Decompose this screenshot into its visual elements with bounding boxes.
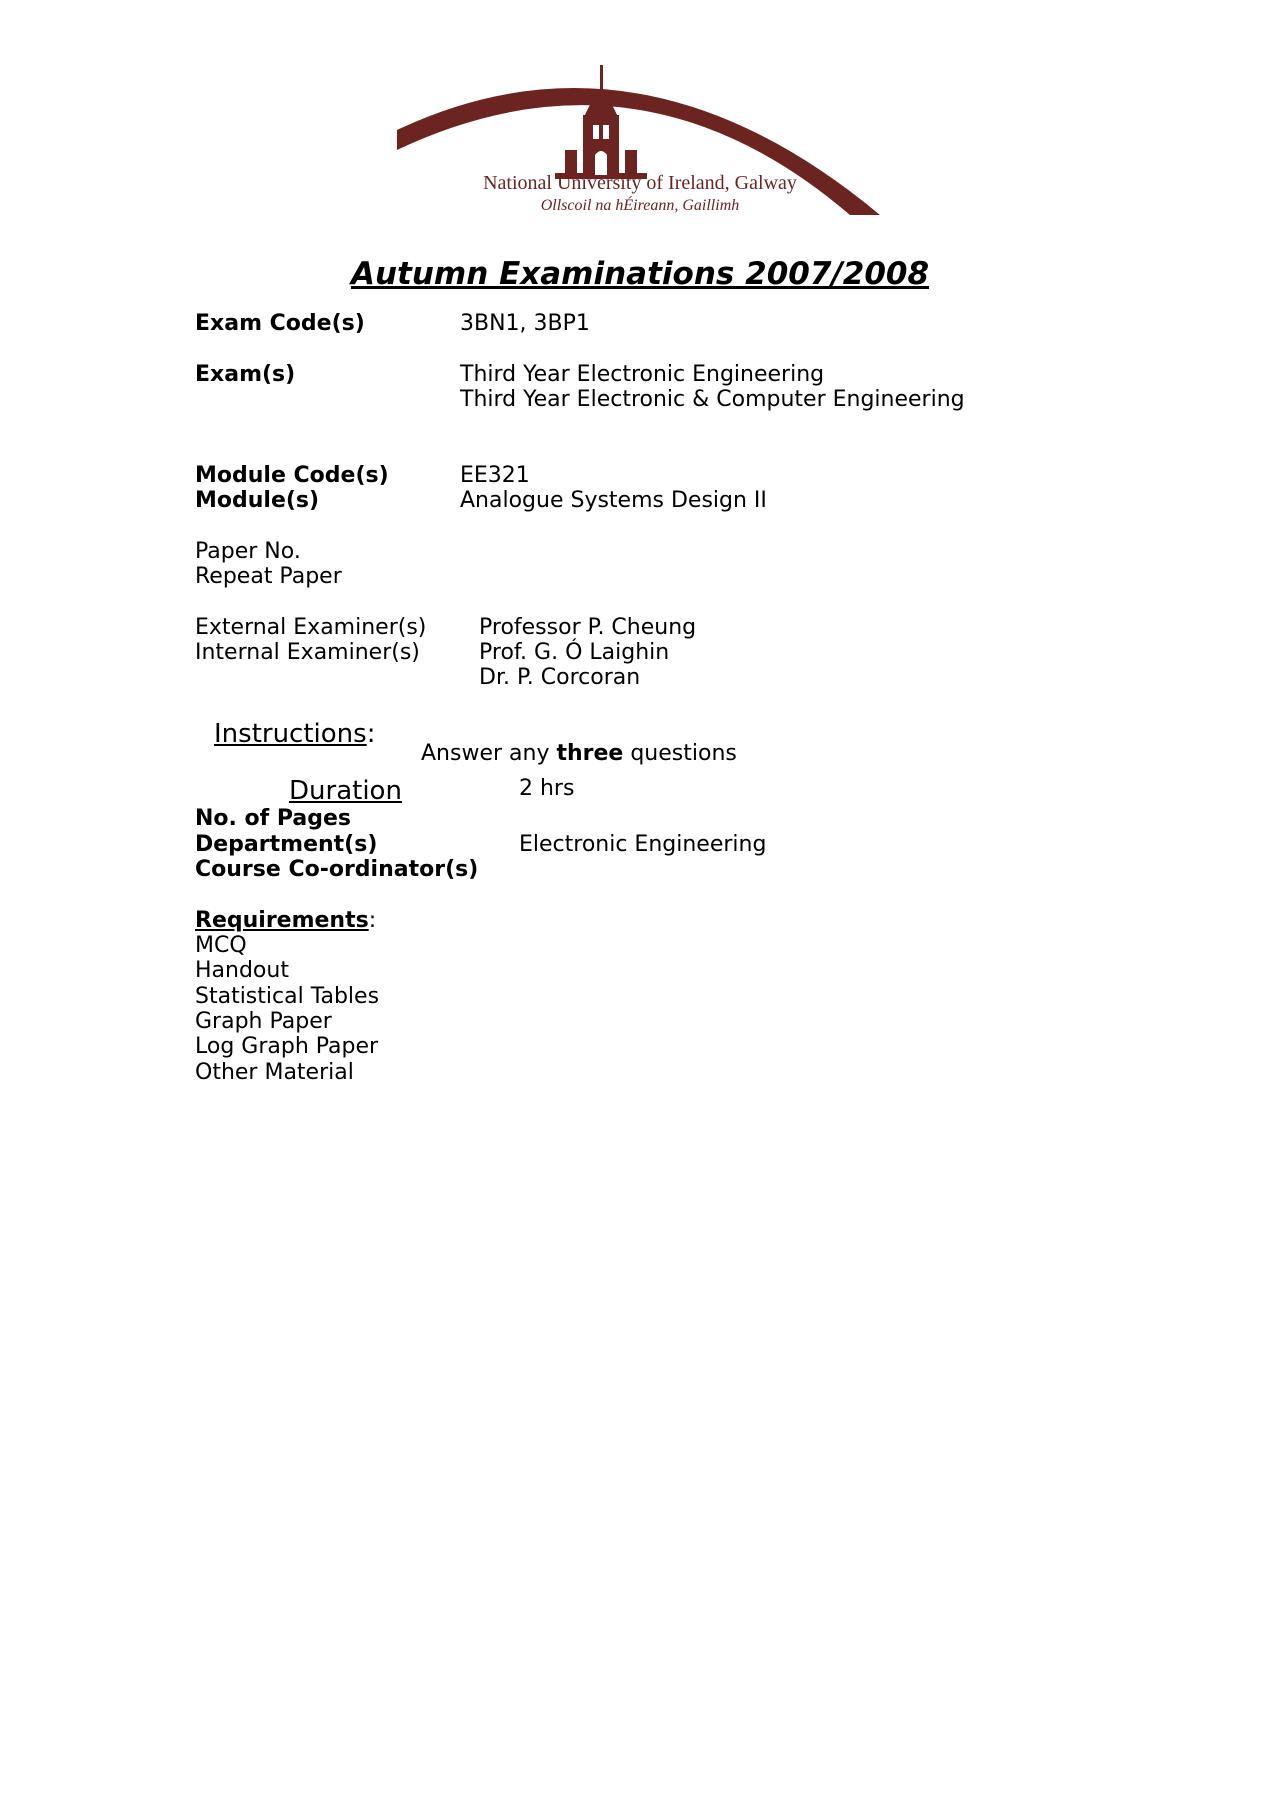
duration-label: Duration: [289, 776, 402, 806]
instructions-label: Instructions:: [214, 719, 376, 749]
course-coordinator-label: Course Co-ordinator(s): [195, 857, 479, 882]
department-value: Electronic Engineering: [519, 832, 767, 857]
requirement-item: Statistical Tables: [195, 984, 380, 1009]
exam-value-1: Third Year Electronic Engineering: [460, 362, 825, 387]
internal-examiner-value-2: Dr. P. Corcoran: [479, 665, 641, 690]
repeat-paper-label: Repeat Paper: [195, 564, 342, 589]
internal-examiner-value-1: Prof. G. Ó Laighin: [479, 640, 670, 665]
requirement-item: Other Material: [195, 1060, 354, 1085]
module-code-label: Module Code(s): [195, 463, 389, 488]
department-label: Department(s): [195, 832, 378, 857]
module-code-value: EE321: [460, 463, 530, 488]
requirement-item: Log Graph Paper: [195, 1034, 379, 1059]
internal-examiner-label: Internal Examiner(s): [195, 640, 420, 665]
exam-value-2: Third Year Electronic & Computer Engineering: [460, 387, 965, 412]
instructions-text: Answer any three questions: [421, 741, 737, 766]
external-examiner-value: Professor P. Cheung: [479, 615, 697, 640]
requirement-item: MCQ: [195, 933, 247, 958]
university-logo: [395, 55, 890, 220]
exams-label: Exam(s): [195, 362, 296, 387]
page-title: Autumn Examinations 2007/2008: [350, 256, 930, 292]
module-label: Module(s): [195, 488, 320, 513]
no-of-pages-label: No. of Pages: [195, 806, 352, 831]
logo-text-irish: Ollscoil na hÉireann, Gaillimh: [540, 197, 740, 214]
paper-no-label: Paper No.: [195, 539, 301, 564]
requirement-item: Graph Paper: [195, 1009, 332, 1034]
exam-code-label: Exam Code(s): [195, 311, 365, 336]
duration-value: 2 hrs: [519, 776, 575, 801]
requirement-item: Handout: [195, 958, 289, 983]
module-value: Analogue Systems Design II: [460, 488, 767, 513]
logo-text-english: National University of Ireland, Galway: [483, 172, 797, 194]
external-examiner-label: External Examiner(s): [195, 615, 427, 640]
requirements-label: Requirements:: [195, 908, 377, 933]
exam-code-value: 3BN1, 3BP1: [460, 311, 590, 336]
